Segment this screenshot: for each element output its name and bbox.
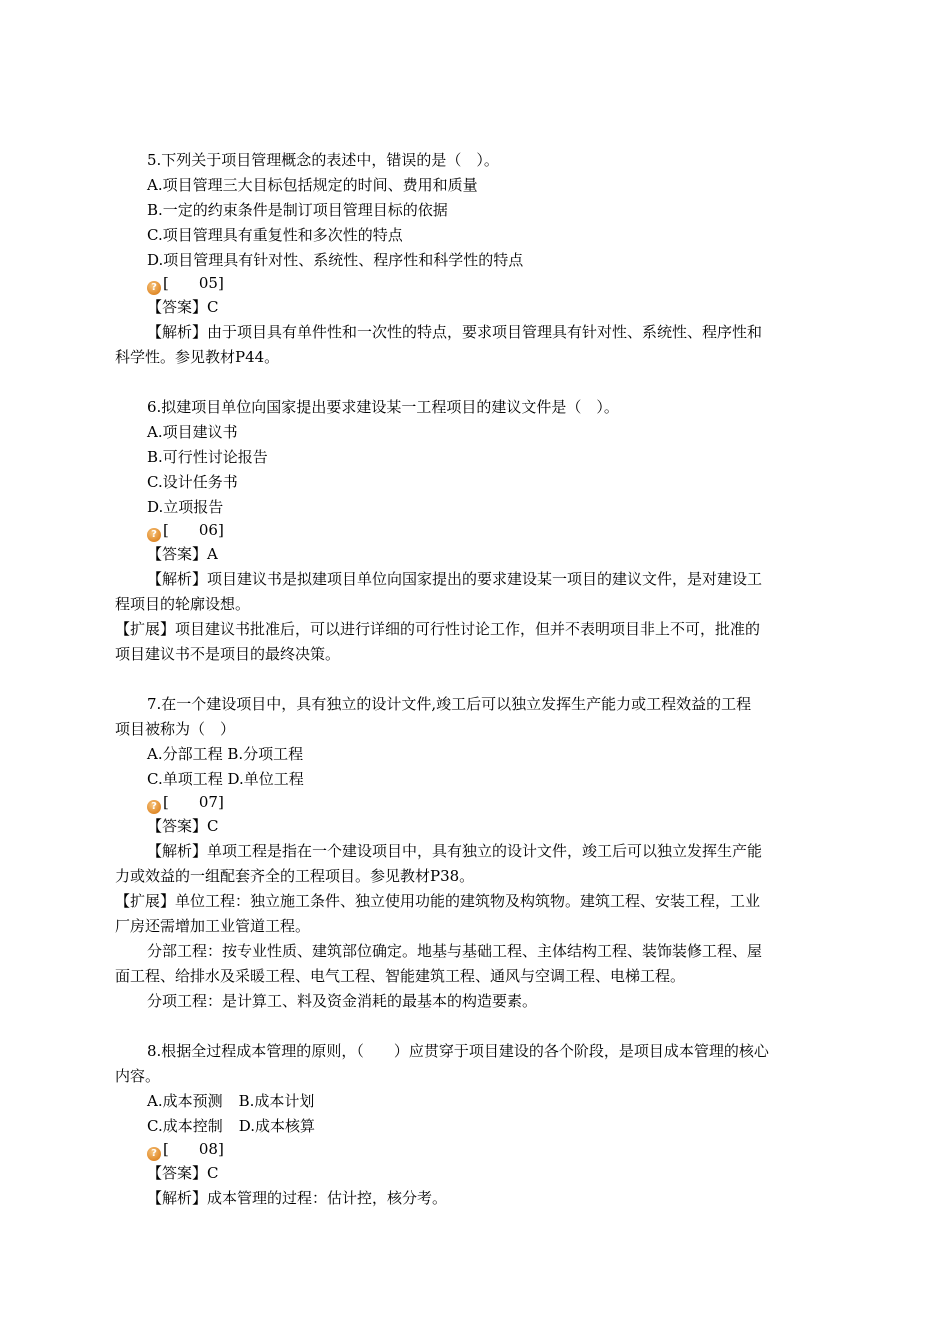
option-row-1: A.分部工程 B.分项工程	[147, 745, 304, 763]
document-content	[0, 148, 950, 1211]
option-c: C.成本控制	[147, 1117, 223, 1135]
answer: 【答案】C	[147, 817, 219, 835]
question-stem-line-1: 8.根据全过程成本管理的原则，（ ）应贯穿于项目建设的各个阶段，是项目成本管理的核心	[147, 1042, 769, 1060]
question-stem: 6.拟建项目单位向国家提出要求建设某一工程项目的建议文件是（ ）。	[147, 398, 619, 416]
question-number: [ 05]	[163, 274, 224, 292]
extension-line-2: 厂房还需增加工业管道工程。	[115, 917, 311, 935]
option-d: D.项目管理具有针对性、系统性、程序性和科学性的特点	[147, 251, 524, 269]
answer: 【答案】A	[147, 545, 218, 563]
question-7	[0, 692, 950, 1014]
question-stem-line-2: 内容。	[115, 1067, 161, 1085]
question-number: [ 07]	[163, 793, 224, 811]
question-marker	[0, 1139, 950, 1161]
option-a: A.项目管理三大目标包括规定的时间、费用和质量	[147, 176, 478, 194]
question-stem-line-1: 7.在一个建设项目中，具有独立的设计文件,竣工后可以独立发挥生产能力或工程效益的工程	[147, 695, 752, 713]
question-number: [ 06]	[163, 521, 224, 539]
question-stem: 5.下列关于项目管理概念的表述中，错误的是（ ）。	[147, 151, 499, 169]
question-marker	[0, 520, 950, 542]
extension-line-1: 【扩展】项目建议书批准后，可以进行详细的可行性讨论工作，但并不表明项目非上不可，批准的	[115, 620, 761, 638]
option-d: D.成本核算	[238, 1117, 315, 1135]
option-c: C.项目管理具有重复性和多次性的特点	[147, 226, 403, 244]
question-5	[0, 148, 950, 370]
option-row-2: C.单项工程 D.单位工程	[147, 770, 304, 788]
question-8	[0, 1039, 950, 1211]
analysis-line-2: 程项目的轮廓设想。	[115, 595, 251, 613]
extra-line-1: 分部工程：按专业性质、建筑部位确定。地基与基础工程、主体结构工程、装饰装修工程、屋	[147, 942, 763, 960]
question-stem-line-2: 项目被称为（ ）	[115, 720, 236, 738]
extension-line-1: 【扩展】单位工程：独立施工条件、独立使用功能的建筑物及构筑物。建筑工程、安装工程，工业	[115, 892, 761, 910]
analysis-line-2: 力或效益的一组配套齐全的工程项目。参见教材P38。	[115, 867, 475, 885]
option-d: D.立项报告	[147, 498, 224, 516]
option-c: C.设计任务书	[147, 473, 238, 491]
analysis-line-1: 【解析】项目建议书是拟建项目单位向国家提出的要求建设某一项目的建议文件，是对建设工	[147, 570, 763, 588]
help-icon[interactable]: ?	[147, 1147, 161, 1161]
option-b: B.可行性讨论报告	[147, 448, 268, 466]
analysis-line-1: 【解析】由于项目具有单件性和一次性的特点，要求项目管理具有针对性、系统性、程序性和	[147, 323, 763, 341]
extra-line-3: 分项工程：是计算工、料及资金消耗的最基本的构造要素。	[147, 992, 538, 1010]
extension-line-2: 项目建议书不是项目的最终决策。	[115, 645, 341, 663]
question-number: [ 08]	[163, 1140, 224, 1158]
analysis-line-1: 【解析】成本管理的过程：估计控，核分考。	[147, 1189, 448, 1207]
help-icon[interactable]: ?	[147, 281, 161, 295]
help-icon[interactable]: ?	[147, 528, 161, 542]
extra-line-2: 面工程、给排水及采暖工程、电气工程、智能建筑工程、通风与空调工程、电梯工程。	[115, 967, 686, 985]
option-row-1	[0, 1089, 950, 1114]
question-marker	[0, 273, 950, 295]
answer: 【答案】C	[147, 1164, 219, 1182]
question-marker	[0, 792, 950, 814]
answer: 【答案】C	[147, 298, 219, 316]
option-row-2	[0, 1114, 950, 1139]
option-a: A.项目建议书	[147, 423, 238, 441]
option-b: B.一定的约束条件是制订项目管理目标的依据	[147, 201, 448, 219]
help-icon[interactable]: ?	[147, 800, 161, 814]
option-a: A.成本预测	[147, 1092, 223, 1110]
question-6	[0, 395, 950, 667]
option-b: B.成本计划	[238, 1092, 315, 1110]
analysis-line-1: 【解析】单项工程是指在一个建设项目中，具有独立的设计文件，竣工后可以独立发挥生产能	[147, 842, 763, 860]
analysis-line-2: 科学性。参见教材P44。	[115, 348, 280, 366]
